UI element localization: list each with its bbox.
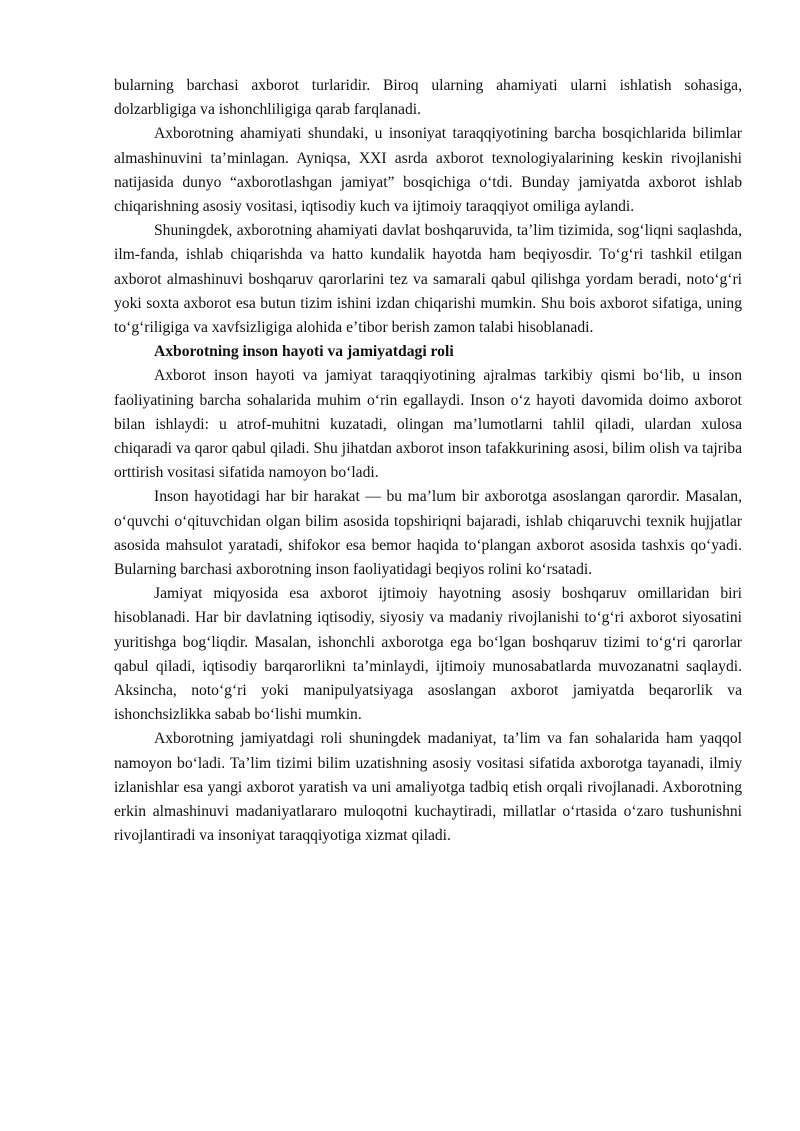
- paragraph-continuation: bularning barchasi axborot turlaridir. Biroq ularning ahamiyati ularni ishlatish sohasiga, dolzarbligiga va ishonchliligiga qarab farqlanadi.: [114, 77, 742, 119]
- section-heading: Axborotning inson hayoti va jamiyatdagi roli: [154, 343, 454, 361]
- paragraph-governance: Shuningdek, axborotning ahamiyati davlat boshqaruvida, taʼlim tizimida, sogʻliqni saqlashda, ilm-fanda, ishlab chiqarishda va hatto kundalik hayotda ham beqiyosdir. Toʻgʻri tashkil etilgan axborot almashinuvi boshqaruv qarorlarini tez va samarali qabul qilishga yordam beradi, notoʻgʻri yoki soxta axborot esa butun tizim ishini izdan chiqarishi mumkin. Shu bois axborot sifatiga, uning toʻgʻriligiga va xavfsizligiga alohida eʼtibor berish zamon talabi hisoblanadi.: [114, 222, 742, 337]
- document-page: [114, 74, 742, 849]
- paragraph-importance: Axborotning ahamiyati shundaki, u insoniyat taraqqiyotining barcha bosqichlarida bilimlar almashinuvini taʼminlagan. Ayniqsa, XXI asrda axborot texnologiyalarining keskin rivojlanishi natijasida dunyo “axborotlashgan jamiyat” bosqichiga oʻtdi. Bunday jamiyatda axborot ishlab chiqarishning asosiy vositasi, iqtisodiy kuch va ijtimoiy taraqqiyot omiliga aylandi.: [114, 125, 742, 216]
- paragraph-human-life: Axborot inson hayoti va jamiyat taraqqiyotining ajralmas tarkibiy qismi boʻlib, u inson faoliyatining barcha sohalarida muhim oʻrin egallaydi. Inson oʻz hayoti davomida doimo axborot bilan ishlaydi: u atrof-muhitni kuzatadi, olingan maʼlumotlarni tahlil qiladi, ulardan xulosa chiqaradi va qaror qabul qiladi. Shu jihatdan axborot inson tafakkurining asosi, bilim olish va tajriba orttirish vositasi sifatida namoyon boʻladi.: [114, 367, 742, 482]
- paragraph-decisions: Inson hayotidagi har bir harakat — bu maʼlum bir axborotga asoslangan qarordir. Masalan, oʻquvchi oʻqituvchidan olgan bilim asosida topshiriqni bajaradi, ishlab chiqaruvchi texnik hujjatlar asosida mahsulot yaratadi, shifokor esa bemor haqida toʻplangan axborot asosida tashxis qoʻyadi. Bularning barchasi axborotning inson faoliyatidagi beqiyos rolini koʻrsatadi.: [114, 488, 742, 579]
- paragraph-culture: Axborotning jamiyatdagi roli shuningdek madaniyat, taʼlim va fan sohalarida ham yaqqol namoyon boʻladi. Taʼlim tizimi bilim uzatishning asosiy vositasi sifatida axborotga tayanadi, ilmiy izlanishlar esa yangi axborot yaratish va uni amaliyotga tadbiq etish orqali rivojlanadi. Axborotning erkin almashinuvi madaniyatlararo muloqotni kuchaytiradi, millatlar oʻrtasida oʻzaro tushunishni rivojlantiradi va insoniyat taraqqiyotiga xizmat qiladi.: [114, 730, 742, 845]
- paragraph-society: Jamiyat miqyosida esa axborot ijtimoiy hayotning asosiy boshqaruv omillaridan biri hisoblanadi. Har bir davlatning iqtisodiy, siyosiy va madaniy rivojlanishi toʻgʻri axborot siyosatini yuritishga bogʻliqdir. Masalan, ishonchli axborotga ega boʻlgan boshqaruv tizimi toʻgʻri qarorlar qabul qiladi, iqtisodiy barqarorlikni taʼminlaydi, ijtimoiy munosabatlarda muvozanatni saqlaydi. Aksincha, notoʻgʻri yoki manipulyatsiyaga asoslangan axborot jamiyatda beqarorlik va ishonchsizlikka sabab boʻlishi mumkin.: [114, 585, 742, 724]
